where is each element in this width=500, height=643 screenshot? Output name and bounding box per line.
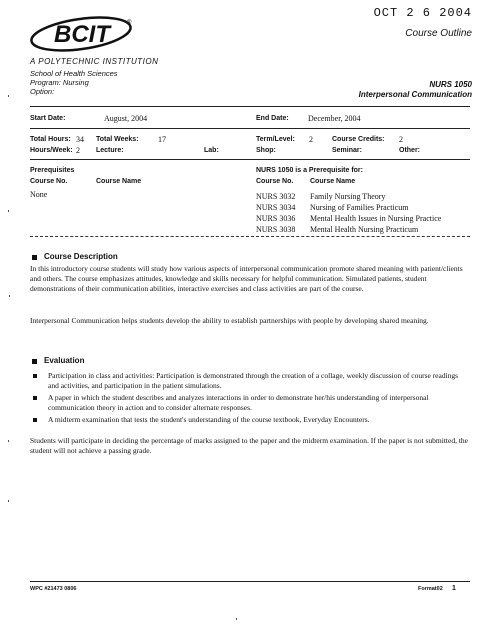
- section-bullet-icon: [32, 255, 37, 260]
- form-code: WPC #21473 0806: [30, 586, 77, 592]
- document-type: Course Outline: [405, 28, 472, 39]
- bullet-icon: [33, 374, 37, 378]
- prereq-for-col-no: Course No.: [256, 178, 294, 185]
- evaluation-item: A paper in which the student describes and analyzes interactions in order to demonstrate her/his understanding of interpersonal communication theory in action and to consider alternate responses.: [48, 393, 429, 412]
- divider: [30, 106, 470, 107]
- prereq-for-col-name: Course Name: [310, 178, 356, 185]
- bullet-icon: [33, 418, 37, 422]
- prereq-for-list: [256, 191, 441, 235]
- evaluation-item: A midterm examination that tests the student's understanding of the course textbook, Everyday Encounters.: [48, 415, 370, 424]
- course-name: Interpersonal Communication: [358, 90, 472, 99]
- other-label: Other:: [399, 147, 420, 154]
- shop-label: Shop:: [256, 147, 276, 154]
- page-number: 1: [452, 585, 456, 592]
- bcit-logo-mark: [24, 10, 139, 56]
- footer-divider: [30, 581, 470, 582]
- course-credits: 2: [399, 135, 403, 144]
- logo-text: BCIT: [54, 21, 110, 48]
- description-para-2: Interpersonal Communication helps students develop the ability to establish partnerships with people by developing shared meaning.: [30, 316, 429, 325]
- start-date-label: Start Date:: [30, 115, 66, 122]
- total-weeks-label: Total Weeks:: [96, 136, 139, 143]
- prereq-for-row: NURS 3032 Family Nursing Theory: [256, 192, 386, 201]
- scan-speck: [8, 500, 9, 502]
- evaluation-closing: Students will participate in deciding the percentage of marks assigned to the paper and the midterm examination. If the paper is not submitted, the student will not achieve a passing grade.: [30, 436, 468, 455]
- end-date-label: End Date:: [256, 115, 289, 122]
- format-code: Format02: [418, 586, 443, 592]
- evaluation-item: Participation in class and activities: Participation is demonstrated through the creation of a collage, weekly discussion of course readings and activities, and participation in the patient simulations.: [48, 371, 459, 390]
- received-stamp: OCT 2 6 2004: [373, 6, 472, 20]
- term-level-label: Term/Level:: [256, 136, 295, 143]
- total-hours: 34: [76, 135, 84, 144]
- scan-speck: [8, 440, 9, 442]
- prereq-title: Prerequisites: [30, 167, 75, 174]
- scan-speck: [8, 210, 9, 212]
- school-block: [30, 69, 118, 96]
- scan-speck: [8, 95, 9, 97]
- description-heading: Course Description: [44, 252, 118, 261]
- total-hours-label: Total Hours:: [30, 136, 71, 143]
- description-para-1: In this introductory course students will study how various aspects of interpersonal communication promote shared meaning with patient/clients and others. The course emphasizes attitudes, knowledge and skills necessary for helpful communication. Simulated patients, student demonstrations of their communication abilities, interactive exercises and class activities are part of the course.: [30, 264, 463, 293]
- bcit-logo: [24, 10, 139, 56]
- seminar-label: Seminar:: [332, 147, 362, 154]
- scan-speck: [236, 618, 237, 620]
- program-name: Program: Nursing: [30, 78, 89, 87]
- svg-text:®: ®: [127, 20, 132, 26]
- bullet-icon: [33, 396, 37, 400]
- prereq-for-title: NURS 1050 is a Prerequisite for:: [256, 167, 363, 174]
- course-heading: [359, 80, 472, 100]
- hours-week: 2: [76, 146, 80, 155]
- prereq-for-row: NURS 3034 Nursing of Families Practicum: [256, 203, 409, 212]
- prereq-for-row: NURS 3038 Mental Health Nursing Practicum: [256, 225, 419, 234]
- divider: [30, 159, 470, 160]
- prereq-col-name: Course Name: [96, 178, 142, 185]
- course-credits-label: Course Credits:: [332, 136, 385, 143]
- hours-week-label: Hours/Week:: [30, 147, 73, 154]
- option-label: Option:: [30, 87, 55, 96]
- divider: [30, 236, 470, 237]
- lecture-label: Lecture:: [96, 147, 124, 154]
- prereq-col-no: Course No.: [30, 178, 68, 185]
- divider: [30, 128, 470, 129]
- end-date: December, 2004: [308, 114, 361, 123]
- prereq-for-row: NURS 3036 Mental Health Issues in Nursing Practice: [256, 214, 442, 223]
- term-level: 2: [309, 135, 313, 144]
- scan-speck: [9, 295, 10, 297]
- lab-label: Lab:: [204, 147, 219, 154]
- school-name: School of Health Sciences: [30, 69, 118, 78]
- section-bullet-icon: [32, 359, 37, 364]
- course-code: NURS 1050: [429, 80, 472, 89]
- evaluation-heading: Evaluation: [44, 356, 85, 365]
- institution-tagline: A POLYTECHNIC INSTITUTION: [30, 57, 159, 66]
- prereq-value: None: [30, 190, 48, 199]
- total-weeks: 17: [158, 135, 166, 144]
- start-date: August, 2004: [104, 114, 148, 123]
